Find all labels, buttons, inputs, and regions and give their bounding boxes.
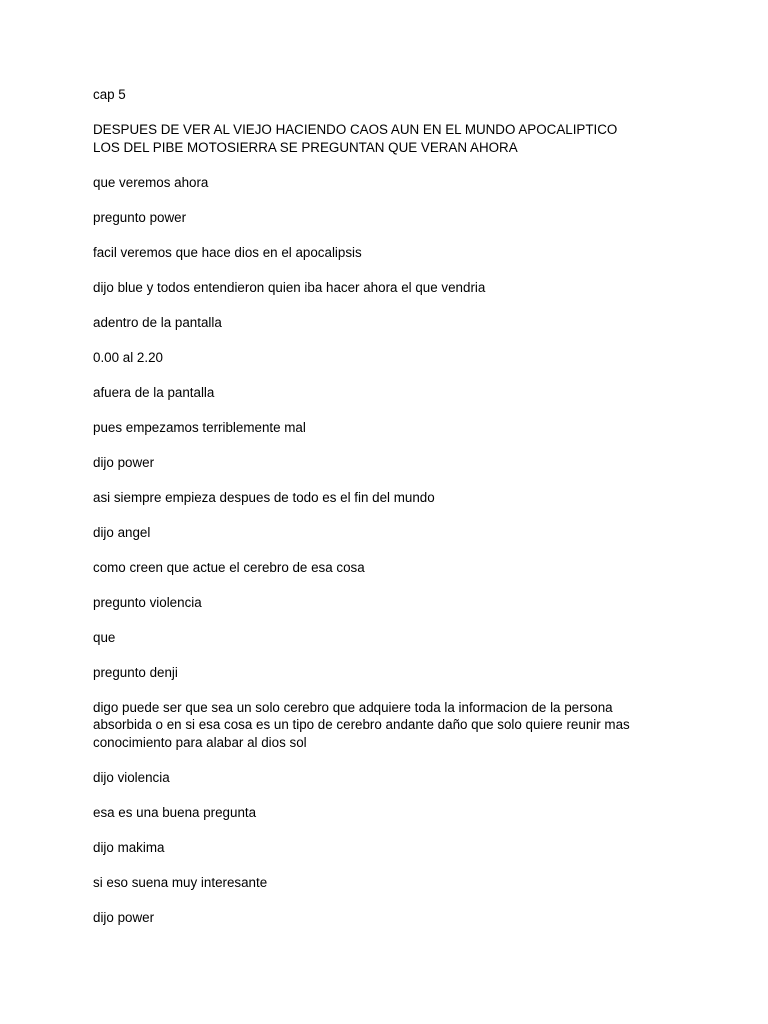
dialogue-line: que veremos ahora	[93, 174, 209, 190]
dialogue-line: si eso suena muy interesante	[93, 874, 268, 890]
dialogue-line: dijo power	[93, 454, 155, 470]
dialogue-line: dijo power	[93, 909, 155, 925]
dialogue-line: asi siempre empieza despues de todo es el fin del mundo	[93, 489, 435, 505]
dialogue-line: 0.00 al 2.20	[93, 349, 163, 365]
dialogue-line: afuera de la pantalla	[93, 384, 215, 400]
dialogue-line: facil veremos que hace dios en el apocalipsis	[93, 244, 362, 260]
document-page	[93, 86, 693, 944]
dialogue-line: como creen que actue el cerebro de esa cosa	[93, 559, 365, 575]
dialogue-line: pregunto denji	[93, 664, 178, 680]
dialogue-line: dijo violencia	[93, 769, 170, 785]
chapter-heading: cap 5	[93, 87, 126, 102]
dialogue-line: dijo blue y todos entendieron quien iba hacer ahora el que vendria	[93, 279, 486, 295]
intro-paragraph: DESPUES DE VER AL VIEJO HACIENDO CAOS AUN EN EL MUNDO APOCALIPTICO LOS DEL PIBE MOTOSIERRA SE PREGUNTAN QUE VERAN AHORA	[93, 122, 618, 155]
dialogue-line: dijo makima	[93, 839, 165, 855]
dialogue-line: adentro de la pantalla	[93, 314, 222, 330]
dialogue-line: pregunto violencia	[93, 594, 202, 610]
dialogue-line: que	[93, 629, 116, 645]
dialogue-line: esa es una buena pregunta	[93, 804, 257, 820]
dialogue-line: dijo angel	[93, 524, 151, 540]
dialogue-line: pues empezamos terriblemente mal	[93, 419, 306, 435]
dialogue-line: pregunto power	[93, 209, 187, 225]
dialogue-line: digo puede ser que sea un solo cerebro que adquiere toda la informacion de la persona absorbida o en si esa cosa es un tipo de cerebro andante daño que solo quiere reunir mas conocimiento para alabar al dios sol	[93, 699, 630, 750]
